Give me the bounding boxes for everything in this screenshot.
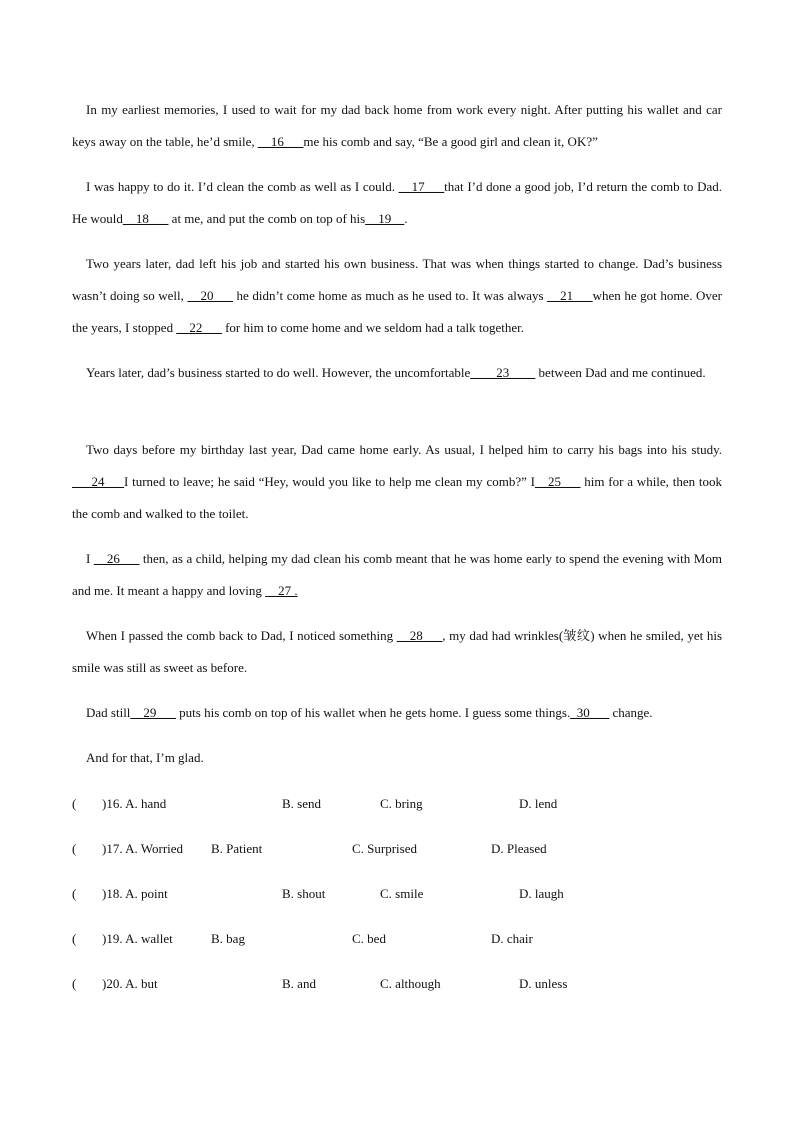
text: I was happy to do it. I’d clean the comb as well as I could. (86, 179, 399, 194)
text: then, as a child, helping my dad clean his comb meant that he was home early to spend the evening with Mom and me. It meant a happy and loving (72, 551, 722, 598)
blank-25: __25___ (535, 474, 581, 489)
answer-paren[interactable]: ( (72, 841, 77, 856)
answer-paren[interactable]: ( (72, 976, 77, 991)
option-d: D. lend (519, 796, 558, 811)
option-b: B. send (282, 796, 321, 811)
text: between Dad and me continued. (535, 365, 706, 380)
blank-21: __21___ (547, 288, 593, 303)
blank-29: __29___ (130, 705, 176, 720)
question-18 (72, 884, 722, 904)
blank-18: __18___ (122, 211, 169, 226)
question-19 (72, 929, 722, 949)
text: that I’d done a good job, I’d return the comb to Dad. He would (72, 179, 722, 226)
text: I turned to leave; he said “Hey, would you like to help me clean my comb?” I (124, 474, 535, 489)
option-a: )20. A. but (102, 976, 158, 991)
text: , my dad had wrinkles(皱纹) when he smiled, yet his smile was still as sweet as before. (72, 628, 722, 675)
text: In my earliest memories, I used to wait for my dad back home from work every night. After putting his wallet and car keys away on the table, he’d smile, (72, 102, 722, 149)
text: me his comb and say, “Be a good girl and clean it, OK?” (303, 134, 598, 149)
option-b: B. Patient (211, 841, 263, 856)
option-d: D. unless (519, 976, 568, 991)
question-20 (72, 974, 722, 994)
option-c: C. Surprised (352, 841, 417, 856)
text: at me, and put the comb on top of his (168, 211, 366, 226)
option-a: )18. A. point (102, 886, 168, 901)
option-b: B. shout (282, 886, 326, 901)
text: Years later, dad’s business started to do well. However, the uncomfortable (86, 365, 471, 380)
paragraph-6 (72, 543, 722, 607)
blank-16: __16___ (257, 134, 304, 149)
text: Two years later, dad left his job and started his own business. That was when things started to change. Dad’s business wasn’t doing so well, (72, 256, 722, 303)
option-c: C. bed (352, 931, 386, 946)
option-d: D. laugh (519, 886, 564, 901)
answer-paren[interactable]: ( (72, 931, 77, 946)
question-16 (72, 794, 722, 814)
option-a: )17. A. Worried (102, 841, 184, 856)
text: Dad still (86, 705, 131, 720)
answer-paren[interactable]: ( (72, 796, 77, 811)
text: when he got home. Over the years, I stopped (72, 288, 722, 335)
blank-24: ___24___ (72, 474, 124, 489)
blank-30: _30___ (570, 705, 610, 720)
text: . (404, 211, 408, 226)
blank-17: __17___ (398, 179, 445, 194)
blank-27: __27 . (265, 583, 298, 598)
blank-19: __19__ (365, 211, 405, 226)
text: puts his comb on top of his wallet when he gets home. I guess some things. (175, 705, 571, 720)
text: When I passed the comb back to Dad, I noticed something (86, 628, 397, 643)
option-c: C. smile (380, 886, 424, 901)
paragraph-3 (72, 248, 722, 344)
option-a: )19. A. wallet (102, 931, 173, 946)
text: Two days before my birthday last year, Dad came home early. As usual, I helped him to carry his bags into his study. (86, 442, 722, 457)
paragraph-8 (72, 697, 722, 729)
text: change. (609, 705, 653, 720)
blank-23: ____23____ (470, 365, 536, 380)
answer-paren[interactable]: ( (72, 886, 77, 901)
option-b: B. bag (211, 931, 245, 946)
blank-20: __20___ (187, 288, 233, 303)
text: And for that, I’m glad. (86, 750, 204, 765)
paragraph-5 (72, 434, 722, 530)
paragraph-2 (72, 171, 722, 235)
option-c: C. although (380, 976, 441, 991)
blank-26: __26___ (93, 551, 140, 566)
option-d: D. Pleased (491, 841, 547, 856)
paragraph-7 (72, 620, 722, 684)
text: for him to come home and we seldom had a talk together. (221, 320, 525, 335)
paragraph-4 (72, 357, 722, 389)
option-c: C. bring (380, 796, 423, 811)
text: him for a while, then took the comb and walked to the toilet. (72, 474, 723, 521)
text: he didn’t come home as much as he used to. It was always (232, 288, 548, 303)
paragraph-1 (72, 94, 722, 158)
option-b: B. and (282, 976, 316, 991)
option-d: D. chair (491, 931, 533, 946)
blank-28: __28___ (396, 628, 443, 643)
text: I (86, 551, 94, 566)
option-a: )16. A. hand (102, 796, 167, 811)
blank-22: __22___ (176, 320, 222, 335)
paragraph-9 (72, 742, 722, 774)
question-17 (72, 839, 722, 859)
